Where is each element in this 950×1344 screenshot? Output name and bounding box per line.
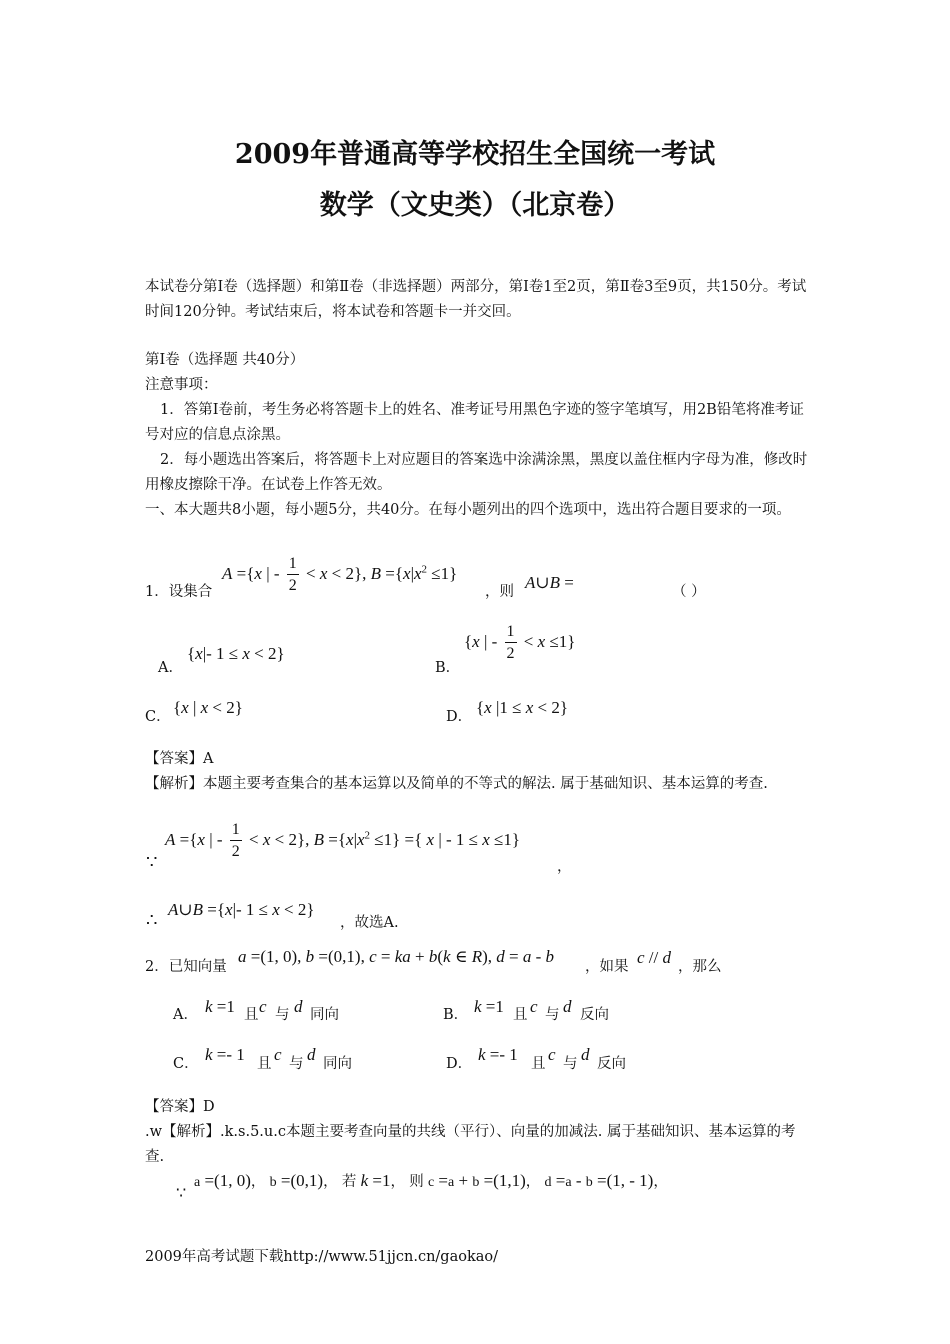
q1-option-d-formula: {x |1 ≤ x < 2} [476,698,568,717]
q2-sep-3: ， [390,1174,405,1190]
q2-because-symbol: ∵ [176,1183,187,1202]
intro-paragraph: 本试卷分第Ⅰ卷（选择题）和第Ⅱ卷（非选择题）两部分，第Ⅰ卷1至2页，第Ⅱ卷3至9页，共150分。考试时间120分钟。考试结束后，将本试卷和答题卡一并交回。 [145,279,807,320]
therefore-symbol: ∴ [146,910,158,931]
q2-sep-4: ， [525,1174,541,1190]
q1-solution-formula: A ={x | - $\frac{1}{2}$ < x < 2}, $B =\{x|x^2 \le 1\}$ ={ x | - 1 ≤ x ≤1} [165,821,521,860]
note-2: 2．每小题选出答案后，将答题卡上对应题目的答案选中涂满涂黑，黑度以盖住框内字母为准，修改时用橡皮擦除干净。在试卷上作答无效。 [145,452,808,493]
q1-solution-comma: ， [557,859,572,875]
q2-option-b-d: d [563,997,572,1016]
q1-union-result-formula: A∪B ={x|- 1 ≤ x < 2} [168,900,315,919]
q2-option-b-opposite: 反向 [580,1007,609,1023]
q2-option-a-label: A． [173,1007,198,1023]
footer-download-text: 2009年高考试题下载http://www.51jjcn.cn/gaokao/ [145,1249,499,1265]
q1-answer: 【答案】A [145,751,214,767]
q2-option-d-d: d [581,1045,590,1064]
because-symbol: ∵ [146,852,158,873]
q2-option-d-qie: 且 [531,1056,546,1072]
q2-option-c-yu: 与 [289,1056,304,1072]
q1-analysis: 【解析】本题主要考查集合的基本运算以及简单的不等式的解法. 属于基础知识、基本运算的考查. [145,776,768,792]
page-subtitle: 数学（文史类）（北京卷） [319,190,631,221]
q2-option-b-qie: 且 [513,1007,528,1023]
q2-option-c-same: 同向 [323,1056,352,1072]
notes-title: 注意事项： [145,377,218,393]
q2-option-c-k: k =- 1 [205,1045,245,1064]
q1-sets-formula: A ={x | - $\frac{1}{2}$ < x < 2}, $B =\{x|x^2 \le 1\}$ [222,555,458,594]
q2-parallel-formula: c // d [637,948,671,967]
q2-ze: 则 [409,1174,424,1190]
q2-option-c-d: d [307,1045,316,1064]
q2-option-d-k: k =- 1 [478,1045,518,1064]
q1-answer-paren: （ ） [672,584,706,600]
section-instructions: 一、本大题共8小题，每小题5分，共40分。在每小题列出的四个选项中，选出符合题目要求的一项。 [145,502,791,518]
q2-analysis: .w【解析】.k.s.5.u.c本题主要考查向量的共线（平行）、向量的加减法. 属于基础知识、基本运算的考查. [145,1124,796,1165]
q2-option-a-yu: 与 [275,1007,290,1023]
q2-option-d-yu: 与 [563,1056,578,1072]
q1-option-b-label: B． [435,660,461,676]
q1-option-b-formula: {x | - $\frac{1}{2}$ < x ≤1} [464,623,576,662]
q1-option-a-label: A． [158,660,183,676]
q2-option-c-qie: 且 [257,1056,272,1072]
q2-option-b-label: B． [443,1007,469,1023]
q2-option-a-d: d [294,997,303,1016]
q2-option-d-opposite: 反向 [597,1056,626,1072]
q2-end: ， [653,1174,668,1190]
q2-option-d-c: c [548,1045,556,1064]
q2-then: ，那么 [678,959,722,975]
q2-sep-2: ， [323,1174,338,1190]
q1-then: ，则 [485,584,514,600]
part1-heading: 第Ⅰ卷（选择题 共40分） [145,352,305,368]
q2-option-a-k: k =1 [205,997,235,1016]
q1-option-a-formula: {x|- 1 ≤ x < 2} [187,644,285,663]
q2-ruo: 若 [341,1174,357,1190]
q2-option-a-c: c [259,997,267,1016]
q2-option-c-label: C． [173,1056,199,1072]
q1-union-formula: A∪B = [525,573,574,592]
q2-option-c-c: c [274,1045,282,1064]
q2-option-b-c: c [530,997,538,1016]
q2-if: ，如果 [585,959,629,975]
q2-option-d-label: D． [446,1056,473,1072]
q2-answer: 【答案】D [145,1099,215,1115]
q1-option-d-label: D． [446,709,473,725]
note-1: 1．答第Ⅰ卷前，考生务必将答题卡上的姓名、准考证号用黑色字迹的签字笔填写，用2B铅笔将准考证号对应的信息点涂黑。 [145,402,804,443]
page-title: 2009年普通高等学校招生全国统一考试 [234,139,716,170]
q1-prefix: 1．设集合 [145,584,213,600]
q1-choose-text: ，故选A. [340,915,399,931]
q2-option-b-k: k =1 [474,997,504,1016]
q1-option-c-label: C． [145,709,171,725]
q1-option-c-formula: {x | x < 2} [173,698,243,717]
q2-vectors-formula: a =(1, 0), b =(0,1), c = ka + b(k ∈ R), d = a - b [238,947,555,966]
q2-solution-line: a =(1, 0)， b =(0,1)， 若 k =1， 则 c =a + b =(1,1)， d =a - b =(1, - 1)， [194,1171,668,1190]
q2-option-a-same: 同向 [310,1007,339,1023]
q2-option-b-yu: 与 [545,1007,560,1023]
q2-prefix: 2．已知向量 [145,959,227,975]
q2-sep-1: ， [250,1174,266,1190]
q2-option-a-qie: 且 [244,1007,259,1023]
